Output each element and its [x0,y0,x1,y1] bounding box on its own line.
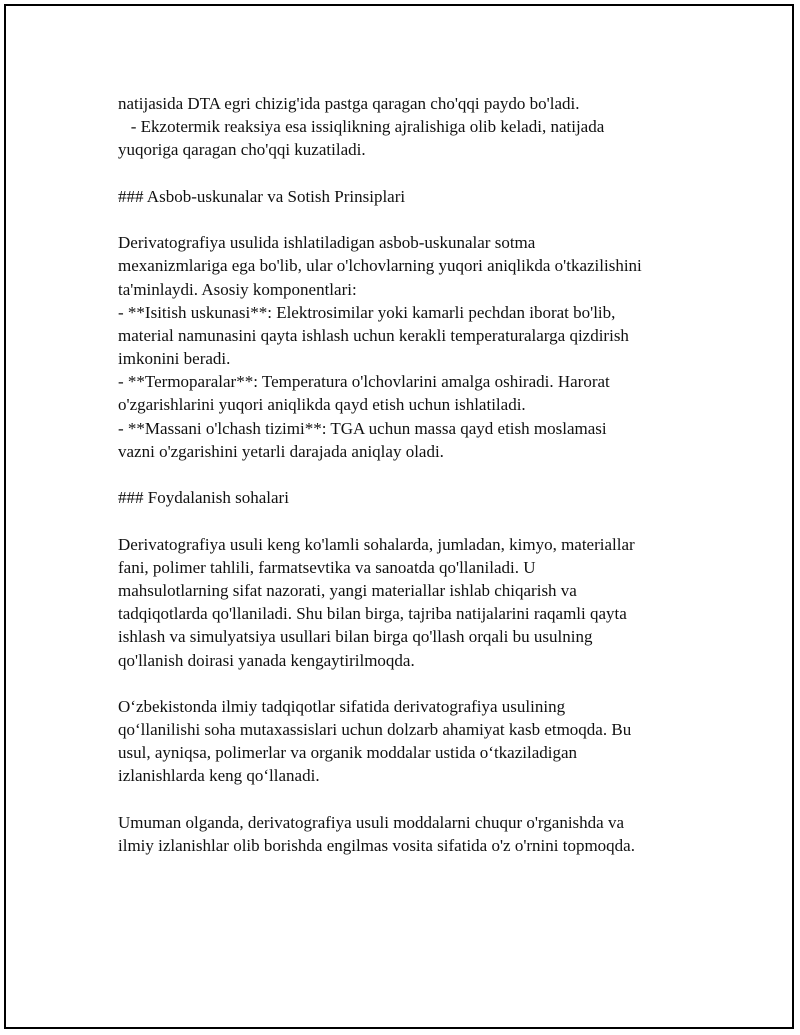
section-heading-applications: ### Foydalanish sohalari [118,488,289,508]
blank-line [118,208,688,231]
blank-line [118,162,688,185]
text-line: vazni o'zgarishini yetarli darajada aniqlay oladi. [118,441,444,461]
paragraph-dta-peaks [118,92,688,162]
text-line: qo‘llanilishi soha mutaxassislari uchun dolzarb ahamiyat kasb etmoqda. Bu [118,720,632,740]
text-line: natijasida DTA egri chizig'ida pastga qaragan cho'qqi paydo bo'ladi. [118,94,580,113]
text-line: ishlash va simulyatsiya usullari bilan birga qo'llash orqali bu usulning [118,627,593,647]
text-line: yuqoriga qaragan cho'qqi kuzatiladi. [118,140,366,160]
text-line: qo'llanish doirasi yanada kengaytirilmoqda. [118,650,415,670]
blank-line [118,509,688,532]
paragraph-applications [118,533,688,672]
text-line: fani, polimer tahlili, farmatsevtika va sanoatda qo'llaniladi. U [118,557,536,577]
text-line: mexanizmlariga ega bo'lib, ular o'lchovlarning yuqori aniqlikda o'tkazilishini [118,256,642,276]
text-line: izlanishlarda keng qo‘llanadi. [118,766,320,786]
text-line: tadqiqotlarda qo'llaniladi. Shu bilan birga, tajriba natijalarini raqamli qayta [118,604,627,624]
paragraph-equipment [118,231,688,463]
paragraph-conclusion [118,811,688,857]
document-body [118,92,688,857]
text-line: usul, ayniqsa, polimerlar va organik moddalar ustida o‘tkaziladigan [118,743,578,763]
list-item: - **Isitish uskunasi**: Elektrosimilar yoki kamarli pechdan iborat bo'lib, [118,302,616,322]
list-item: - **Termoparalar**: Temperatura o'lchovlarini amalga oshiradi. Harorat [118,372,610,392]
section-heading-equipment: ### Asbob-uskunalar va Sotish Prinsiplari [118,186,406,206]
text-line: material namunasini qayta ishlash uchun kerakli temperaturalarga qizdirish [118,325,629,345]
text-line: Derivatografiya usulida ishlatiladigan asbob-uskunalar sotma [118,233,536,253]
text-line: Derivatografiya usuli keng ko'lamli sohalarda, jumladan, kimyo, materiallar [118,534,635,554]
paragraph-uzbekistan [118,695,688,788]
list-item: - **Massani o'lchash tizimi**: TGA uchun massa qayd etish moslamasi [118,418,607,438]
text-line: imkonini beradi. [118,349,231,369]
text-line: ta'minlaydi. Asosiy komponentlari: [118,279,357,299]
blank-line [118,788,688,811]
text-line: o'zgarishlarini yuqori aniqlikda qayd etish uchun ishlatiladi. [118,395,526,415]
text-line: Umuman olganda, derivatografiya usuli moddalarni chuqur o'rganishda va [118,812,624,832]
text-line: O‘zbekistonda ilmiy tadqiqotlar sifatida derivatografiya usulining [118,696,566,716]
text-line: ilmiy izlanishlar olib borishda engilmas vosita sifatida o'z o'rnini topmoqda. [118,836,635,855]
text-line: - Ekzotermik reaksiya esa issiqlikning ajralishiga olib keladi, natijada [118,117,605,137]
text-line: mahsulotlarning sifat nazorati, yangi materiallar ishlab chiqarish va [118,580,577,600]
blank-line [118,672,688,695]
blank-line [118,463,688,486]
